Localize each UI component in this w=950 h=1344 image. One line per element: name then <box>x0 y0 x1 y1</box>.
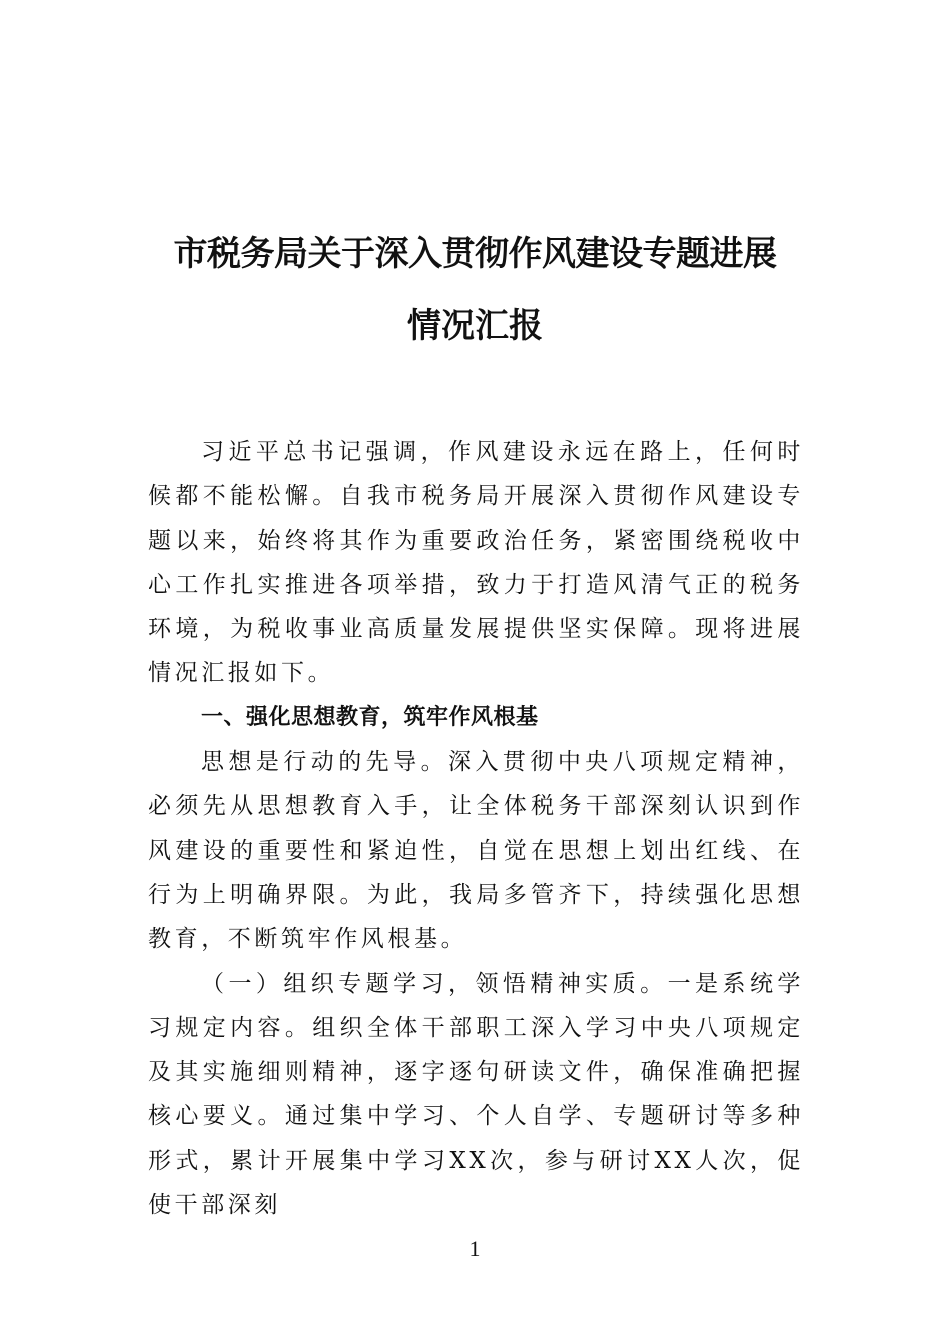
page-number: 1 <box>469 1236 481 1261</box>
document-body <box>148 430 804 1227</box>
document-title-line-2: 情况汇报 <box>407 306 543 346</box>
section-1-paragraph: 思想是行动的先导。深入贯彻中央八项规定精神，必须先从思想教育入手，让全体税务干部深刻认识到作风建设的重要性和紧迫性，自觉在思想上划出红线、在行为上明确界限。为此，我局多管齐下，持续强化思想教育，不断筑牢作风根基。 <box>148 749 804 953</box>
intro-paragraph: 习近平总书记强调，作风建设永远在路上，任何时候都不能松懈。自我市税务局开展深入贯彻作风建设专题以来，始终将其作为重要政治任务，紧密围绕税收中心工作扎实推进各项举措，致力于打造风清气正的税务环境，为税收事业高质量发展提供坚实保障。现将进展情况汇报如下。 <box>148 439 804 687</box>
document-title-line-1: 市税务局关于深入贯彻作风建设专题进展 <box>173 234 777 274</box>
subsection-1-paragraph: （一）组织专题学习，领悟精神实质。一是系统学习规定内容。组织全体干部职工深入学习中央八项规定及其实施细则精神，逐字逐句研读文件，确保准确把握核心要义。通过集中学习、个人自学、专题研讨等多种形式，累计开展集中学习XX次，参与研讨XX人次，促使干部深刻 <box>148 970 804 1219</box>
section-heading-1: 一、强化思想教育，筑牢作风根基 <box>201 704 539 730</box>
